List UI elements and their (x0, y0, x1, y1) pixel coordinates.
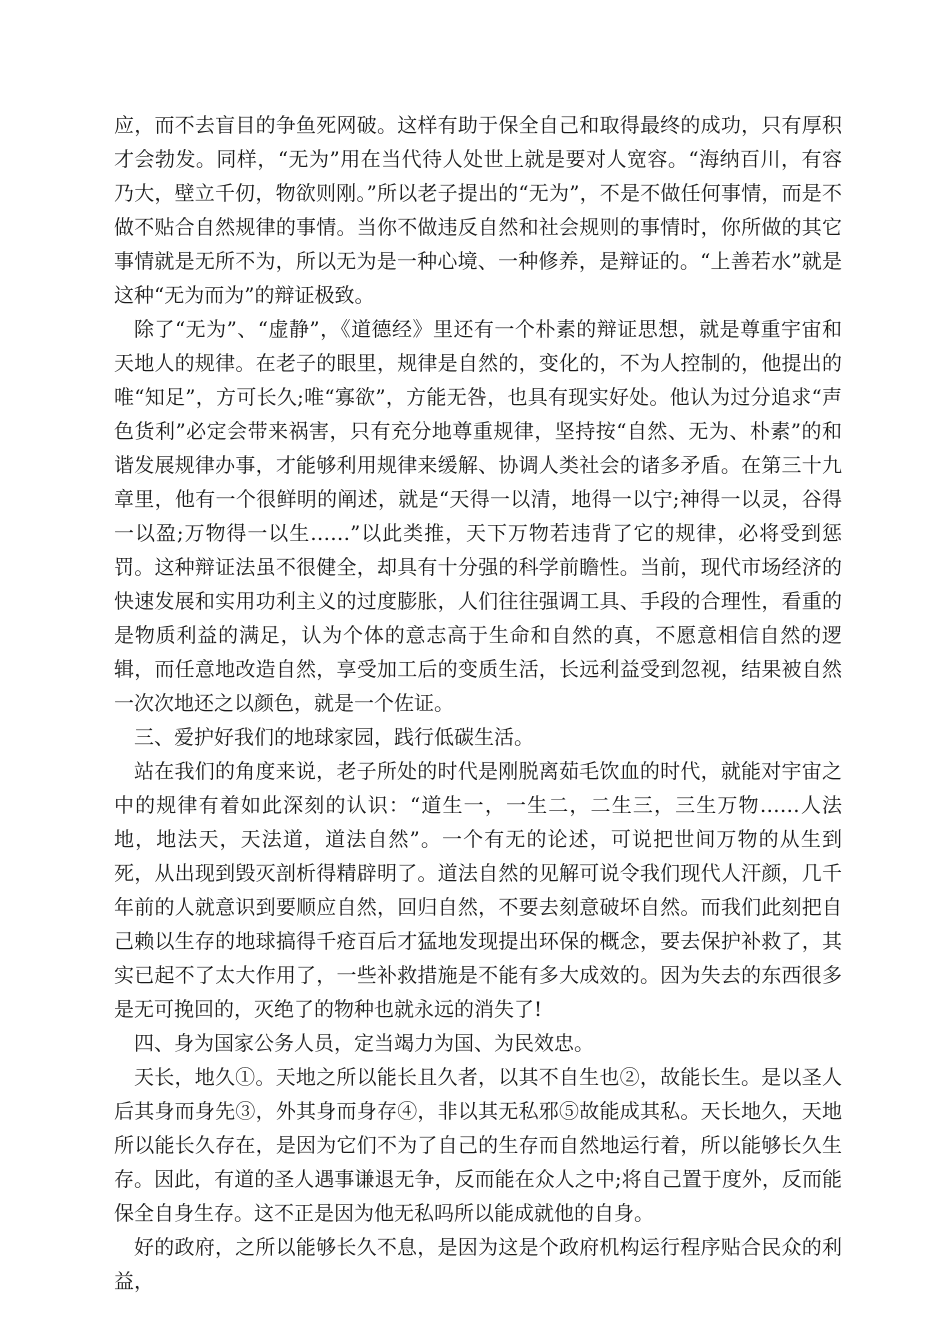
paragraph-nature: 站在我们的角度来说，老子所处的时代是刚脱离茹毛饮血的时代，就能对宇宙之中的规律有着如此深刻的认识：“道生一，一生二，二生三，三生万物……人法地，地法天，天法道，道法自然”。一个有无的论述，可说把世间万物的从生到死，从出现到毁灭剖析得精辟明了。道法自然的见解可说令我们现代人汗颜，几千年前的人就意识到要顺应自然，回归自然，不要去刻意破坏自然。而我们此刻把自己赖以生存的地球搞得千疮百后才猛地发现提出环保的概念，要去保护补救了，其实已起不了太大作用了，一些补救措施是不能有多大成效的。因为失去的东西很多是无可挽回的，灭绝了的物种也就永远的消失了! (114, 759, 842, 1021)
paragraph-government: 好的政府，之所以能够长久不息，是因为这是个政府机构运行程序贴合民众的利益， (114, 1235, 842, 1293)
paragraph-continuation: 应，而不去盲目的争鱼死网破。这样有助于保全自己和取得最终的成功，只有厚积才会勃发。同样，“无为”用在当代待人处世上就是要对人宽容。“海纳百川，有容乃大，壁立千仞，物欲则刚。”所以老子提出的“无为”，不是不做任何事情，而是不做不贴合自然规律的事情。当你不做违反自然和社会规则的事情时，你所做的其它事情就是无所不为，所以无为是一种心境、一种修养，是辩证的。“上善若水”就是这种“无为而为”的辩证极致。 (114, 113, 842, 307)
paragraph-heaven-earth: 天长，地久①。天地之所以能长且久者，以其不自生也②，故能长生。是以圣人后其身而身先③，外其身而身存④，非以其无私邪⑤故能成其私。天长地久，天地所以能长久存在，是因为它们不为了自己的生存而自然地运行着，所以能够长久生存。因此，有道的圣人遇事谦退无争，反而能在众人之中;将自己置于度外，反而能保全自身生存。这不正是因为他无私吗所以能成就他的自身。 (114, 1065, 842, 1225)
section-heading-four: 四、身为国家公务人员，定当竭力为国、为民效忠。 (134, 1031, 594, 1055)
section-heading-three: 三、爱护好我们的地球家园，践行低碳生活。 (134, 725, 534, 749)
document-body (114, 108, 842, 1298)
paragraph-dialectics: 除了“无为”、“虚静”，《道德经》里还有一个朴素的辩证思想，就是尊重宇宙和天地人的规律。在老子的眼里，规律是自然的，变化的，不为人控制的，他提出的唯“知足”，方可长久;唯“寡欲”，方能无咎，也具有现实好处。他认为过分追求“声色货利”必定会带来祸害，只有充分地尊重规律，坚持按“自然、无为、朴素”的和谐发展规律办事，才能够利用规律来缓解、协调人类社会的诸多矛盾。在第三十九章里，他有一个很鲜明的阐述，就是“天得一以清，地得一以宁;神得一以灵，谷得一以盈;万物得一以生……”以此类推，天下万物若违背了它的规律，必将受到惩罚。这种辩证法虽不很健全，却具有十分强的科学前瞻性。当前，现代市场经济的快速发展和实用功利主义的过度膨胀，人们往往强调工具、手段的合理性，看重的是物质利益的满足，认为个体的意志高于生命和自然的真，不愿意相信自然的逻辑，而任意地改造自然，享受加工后的变质生活，长远利益受到忽视，结果被自然一次次地还之以颜色，就是一个佐证。 (114, 317, 842, 715)
